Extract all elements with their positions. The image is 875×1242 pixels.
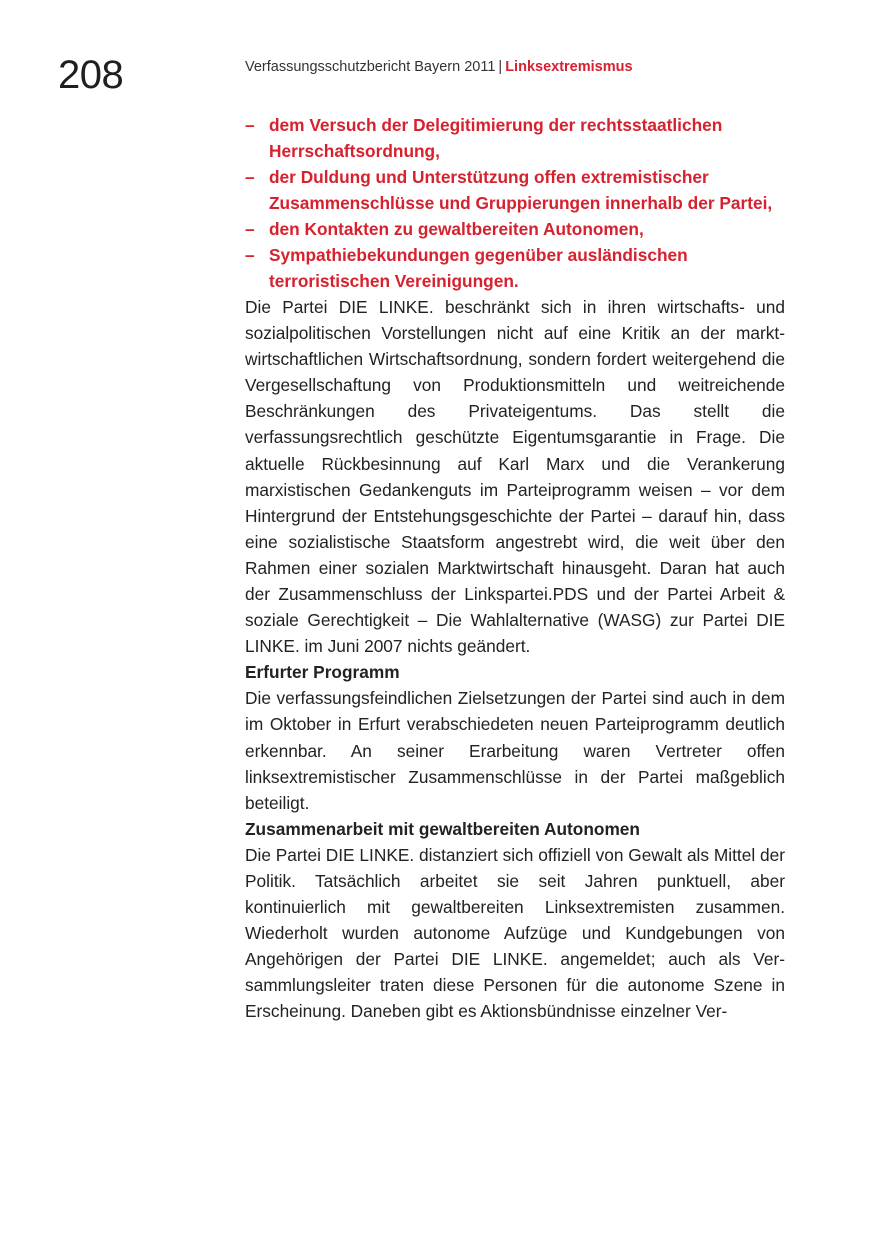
list-dash: – <box>245 245 255 265</box>
running-header <box>245 58 633 76</box>
body-paragraph-economic-policy: Die Partei DIE LINKE. beschränkt sich in ihren wirtschafts- und sozialpolitischen Vorstellungen nicht auf eine Kritik an der marktwirtschaftlichen Wirtschaftsordnung, sondern fordert weitergehend die Vergesellschaftung von Produktionsmitteln und weitreichende Beschränkungen des Privateigentums. Das stellt die verfassungsrechtlich geschützte Eigentumsgarantie in Frage. Die aktuelle Rückbesinnung auf Karl Marx und die Verankerung marxistischen Gedankenguts im Parteiprogramm weisen – vor dem Hintergrund der Entstehungsgeschichte der Partei – darauf hin, dass eine sozialistische Staatsform angestrebt wird, die weit über den Rahmen einer sozialen Marktwirtschaft hinausgeht. Daran hat auch der Zusammenschluss der Linkspartei.PDS und der Partei Arbeit & soziale Gerechtigkeit – Die Wahlalternative (WASG) zur Partei DIE LINKE. im Juni 2007 nichts geändert. <box>245 297 785 657</box>
section-title: Linksextremismus <box>505 59 633 75</box>
list-item <box>245 164 785 216</box>
list-item-text: der Duldung und Unterstützung offen extremistischer Zusammenschlüsse und Gruppierungen innerhalb der Partei, <box>269 167 773 213</box>
list-dash: – <box>245 115 255 135</box>
header-separator: | <box>498 59 503 75</box>
subheading-zusammenarbeit: Zusammenarbeit mit gewaltbereiten Autonomen <box>245 818 640 839</box>
body-paragraph-autonome: Die Partei DIE LINKE. distanziert sich offiziell von Gewalt als Mittel der Politik. Tatsächlich arbeitet sie seit Jahren punktuell, aber kontinuierlich mit gewaltbereiten Linksextremisten zusammen. Wiederholt wurden autonome Aufzüge und Kundgebungen von Angehörigen der Partei DIE LINKE. angemeldet; auch als Versammlungsleiter traten diese Personen für die autonome Szene in Erscheinung. Daneben gibt es Aktionsbündnisse einzelner Ver- <box>245 844 785 1022</box>
body-paragraph-erfurt: Die verfassungsfeindlichen Zielsetzungen der Partei sind auch in dem im Oktober in Erfurt verabschiedeten neuen Parteiprogramm deutlich erkennbar. An seiner Erarbeitung waren Vertreter offen linksextremistischer Zusammenschlüsse in der Partei maßgeblich beteiligt. <box>245 688 785 813</box>
subheading-erfurter-programm: Erfurter Programm <box>245 662 400 683</box>
list-item-text: Sympathiebekundungen gegenüber ausländischen terroristischen Vereinigungen. <box>269 245 688 291</box>
list-dash: – <box>245 167 255 187</box>
list-item-text: den Kontakten zu gewaltbereiten Autonomen, <box>269 219 644 239</box>
list-item-text: dem Versuch der Delegitimierung der rechtsstaatlichen Herrschaftsordnung, <box>269 115 723 161</box>
report-title: Verfassungsschutzbericht Bayern 2011 <box>245 59 496 75</box>
list-item <box>245 242 785 294</box>
criteria-list <box>245 112 785 294</box>
list-item <box>245 216 785 242</box>
page-number: 208 <box>58 53 124 97</box>
list-item <box>245 112 785 164</box>
list-dash: – <box>245 219 255 239</box>
main-content <box>245 112 785 1024</box>
